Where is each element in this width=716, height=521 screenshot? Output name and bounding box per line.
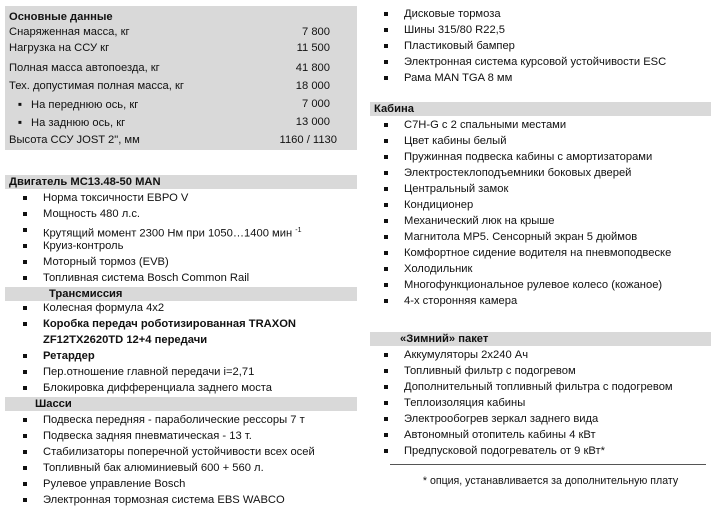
list-item: Моторный тормоз (EVB) (5, 255, 357, 271)
list-item: Топливный фильтр с подогревом (370, 364, 711, 380)
list-item: Центральный замок (370, 182, 711, 198)
list-item: Коробка передач роботизированная TRAXON (5, 317, 357, 333)
list-item: Колесная формула 4x2 (5, 301, 357, 317)
list-item: Дополнительный топливный фильтра с подогревом (370, 380, 711, 396)
list-item: Стабилизаторы поперечной устойчивости всех осей (5, 445, 357, 461)
list-item: Автономный отопитель кабины 4 кВт (370, 428, 711, 444)
list-item: Цвет кабины белый (370, 134, 711, 150)
main-data-block (5, 6, 357, 150)
footnote: * опция, устанавливается за дополнительную плату (422, 475, 679, 487)
spec-row: Тех. допустимая полная масса, кг 18 000 (9, 80, 330, 92)
list-item: Аккумуляторы 2x240 Ач (370, 348, 711, 364)
spec-row: ▪ На переднюю ось, кг 7 000 (5, 96, 357, 112)
spec-row: Полная масса автопоезда, кг 41 800 (9, 62, 330, 74)
list-item: Предпусковой подогреватель от 9 кВт* (370, 444, 711, 460)
engine-list (5, 191, 357, 287)
spec-row: ▪ На заднюю ось, кг 13 000 (5, 114, 357, 130)
list-item: Электростеклоподъемники боковых дверей (370, 166, 711, 182)
right-column (370, 0, 711, 488)
list-item: Теплоизоляция кабины (370, 396, 711, 412)
left-column (5, 0, 357, 509)
list-item: Топливный бак алюминиевый 600 + 560 л. (5, 461, 357, 477)
list-item: Пружинная подвеска кабины с амортизаторами (370, 150, 711, 166)
list-item: Электронная система курсовой устойчивости ESC (370, 55, 711, 71)
list-item: Шины 315/80 R22,5 (370, 23, 711, 39)
transmission-header: Трансмиссия (5, 287, 357, 301)
list-item: Многофункциональное рулевое колесо (кожаное) (370, 278, 711, 294)
cab-header: Кабина (370, 102, 711, 116)
list-item: Топливная система Bosch Common Rail (5, 271, 357, 287)
winter-header: «Зимний» пакет (370, 332, 711, 346)
spec-row: Высота ССУ JOST 2", мм 1160 / 1130 (9, 134, 337, 146)
list-item: Магнитола MP5. Сенсорный экран 5 дюймов (370, 230, 711, 246)
cab-list (370, 118, 711, 310)
list-item: C7H-G с 2 спальными местами (370, 118, 711, 134)
list-item: Норма токсичности ЕВРО V (5, 191, 357, 207)
footnote-divider (390, 464, 706, 465)
list-item: 4-х сторонняя камера (370, 294, 711, 310)
winter-list (370, 348, 711, 460)
engine-header: Двигатель MC13.48-50 MAN (5, 175, 357, 189)
list-item: Электрообогрев зеркал заднего вида (370, 412, 711, 428)
list-item: Блокировка дифференциала заднего моста (5, 381, 357, 397)
list-item: Ретардер (5, 349, 357, 365)
list-item: Рулевое управление Bosch (5, 477, 357, 493)
list-item: Крутящий момент 2300 Нм при 1050…1400 мин $^{-1}$ (5, 223, 357, 239)
list-item: Холодильник (370, 262, 711, 278)
list-item: Кондиционер (370, 198, 711, 214)
list-item: Пер.отношение главной передачи i=2,71 (5, 365, 357, 381)
list-item: ZF12TX2620TD 12+4 передачи (43, 334, 208, 346)
list-item: Круиз-контроль (5, 239, 357, 255)
list-item: Мощность 480 л.с. (5, 207, 357, 223)
list-item: Механический люк на крыше (370, 214, 711, 230)
chassis-header: Шасси (5, 397, 357, 411)
spec-row: Снаряженная масса, кг 7 800 (9, 26, 330, 38)
list-item: Пластиковый бампер (370, 39, 711, 55)
chassis-list (5, 413, 357, 509)
list-item: Подвеска задняя пневматическая - 13 т. (5, 429, 357, 445)
brakes-list (370, 7, 711, 87)
list-item: Подвеска передняя - параболические рессоры 7 т (5, 413, 357, 429)
list-item: Дисковые тормоза (370, 7, 711, 23)
list-item: Комфортное сидение водителя на пневмоподвеске (370, 246, 711, 262)
list-item: Электронная тормозная система EBS WABCO (5, 493, 357, 509)
main-data-title: Основные данные (9, 11, 113, 23)
transmission-list (5, 301, 357, 397)
list-item: Рама MAN TGA 8 мм (370, 71, 711, 87)
spec-row: Нагрузка на ССУ кг 11 500 (9, 42, 330, 54)
